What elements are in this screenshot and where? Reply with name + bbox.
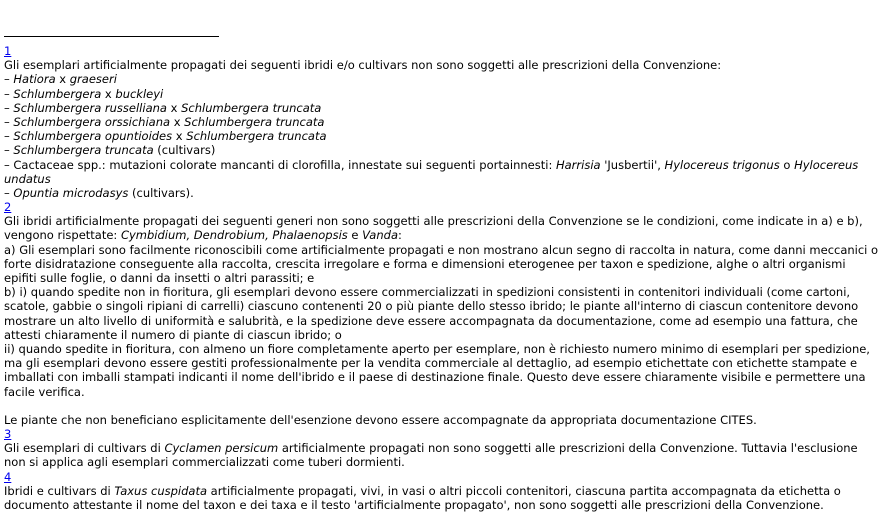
- condition-b-i: mostrare un alto livello di uniformità e salubrità, e la spedizione deve essere accompagnata da documentazione, come ad esempio una fattura, che: [4, 313, 858, 328]
- condition-b-ii: ii) quando spedite in fioritura, con almeno un fiore completamente aperto per esemplare, non è richiesto numero minimo di esemplari per spedizione,: [4, 341, 870, 356]
- footnote-ref-1: [4, 44, 804, 58]
- footnote-ref-2: [4, 200, 804, 214]
- footnotes-document: [4, 44, 878, 512]
- footnote-link-3[interactable]: 3: [4, 427, 12, 442]
- footnote-2-line: vengono rispettate: Cymbidium, Dendrobium, Phalaenopsis e Vanda:: [4, 228, 402, 243]
- condition-b-i: scatole, gabbie o singoli ripiani di carrelli) ciascuno contenenti 20 o più piante dello stesso ibrido; le piante all'interno di ciascun contenitore devono: [4, 299, 859, 314]
- condition-a: forte disidratazione conseguente alla raccolta, crescita irregolare e forma e dimensioni eterogenee per taxon e spedizione, alghe o altri organismi: [4, 256, 846, 271]
- footnote-separator: [4, 36, 219, 37]
- footnote-2-line: Gli ibridi artificialmente propagati dei seguenti generi non sono soggetti alle prescrizioni della Convenzione se le condizioni, come indicate in a) e b),: [4, 214, 863, 229]
- cactaceae-item: – Cactaceae spp.: mutazioni colorate mancanti di clorofilla, innestate sui seguenti portainnesti: Harrisia 'Jusbertii', Hylocereus trigonus o Hylocereus: [4, 157, 859, 172]
- footnote-4-line: Ibridi e cultivars di Taxus cuspidata artificialmente propagati, vivi, in vasi o altri piccoli contenitori, ciascuna partita accompagnata da etichetta o: [4, 483, 841, 498]
- hybrid-item: – Schlumbergera x buckleyi: [4, 86, 164, 101]
- hybrid-item: – Hatiora x graeseri: [4, 72, 117, 87]
- condition-b-i: attesti chiaramente il numero di piante di ciascun ibrido; o: [4, 327, 342, 342]
- condition-b-i: b) i) quando spedite non in fioritura, gli esemplari devono essere commercializzati in spedizioni consistenti in contenitori individuali (come cartoni,: [4, 285, 851, 300]
- footnote-link-2[interactable]: 2: [4, 200, 12, 215]
- hybrid-item: – Schlumbergera orssichiana x Schlumbergera truncata: [4, 114, 325, 129]
- cultivar-item: – Opuntia microdasys (cultivars).: [4, 185, 194, 200]
- condition-b-ii: ma gli esemplari devono essere gestiti professionalmente per la vendita commerciale al dettaglio, ad esempio etichettate con etichette stampate e: [4, 356, 858, 371]
- footnote-link-1[interactable]: 1: [4, 44, 12, 58]
- footnote-3-line: Gli esemplari di cultivars di Cyclamen persicum artificialmente propagati non sono soggetti alle prescrizioni della Convenzione. Tuttavia l'esclusione: [4, 441, 858, 456]
- footnote-4-line: documento attestante il nome del taxon e dei taxa e il testo 'artificialmente propagato', non sono soggetti alle prescrizioni della Convenzione.: [4, 498, 824, 512]
- condition-a: a) Gli esemplari sono facilmente riconoscibili come artificialmente propagati e non mostrano alcun segno di raccolta in natura, come danni meccanici o: [4, 242, 878, 257]
- footnote-3-line: non si applica agli esemplari commercializzati come tuberi dormienti.: [4, 455, 405, 470]
- footnote-link-4[interactable]: 4: [4, 469, 12, 484]
- condition-a: epifiti sulle foglie, o danni da insetti o altri parassiti; e: [4, 271, 315, 285]
- footnote-2-closing: Le piante che non beneficiano esplicitamente dell'esenzione devono essere accompagnate da appropriata documentazione CITES.: [4, 412, 757, 427]
- cactaceae-item-cont: undatus: [4, 171, 51, 186]
- hybrid-item: – Schlumbergera opuntioides x Schlumbergera truncata: [4, 129, 327, 144]
- cultivar-item: – Schlumbergera truncata (cultivars): [4, 143, 216, 158]
- condition-b-ii: imballati con imballi stampati indicanti il nome dell'ibrido e il paese di destinazione finale. Questo deve essere chiaramente visibile e permettere una: [4, 370, 866, 385]
- footnote-1-intro: Gli esemplari artificialmente propagati dei seguenti ibridi e/o cultivars non sono soggetti alle prescrizioni della Convenzione:: [4, 58, 722, 73]
- footnote-ref-4: [4, 470, 804, 484]
- hybrid-item: – Schlumbergera russelliana x Schlumbergera truncata: [4, 100, 322, 115]
- spacer: [4, 399, 804, 413]
- condition-b-ii: facile verifica.: [4, 384, 85, 399]
- footnote-ref-3: [4, 427, 804, 441]
